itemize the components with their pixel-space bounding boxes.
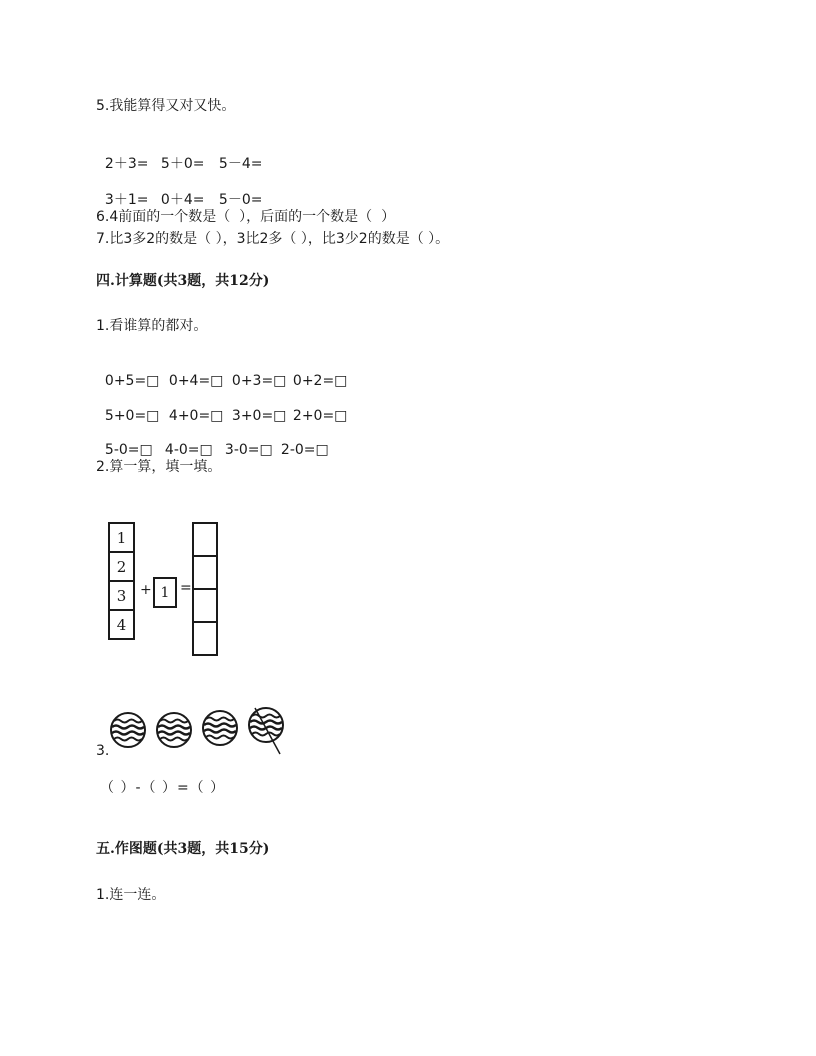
equation: 5+0=□ [104, 408, 160, 424]
calc-q2-title: 2.算一算，填一填。 [96, 459, 222, 475]
watermelon-icon [157, 713, 191, 747]
equation: 0+2=□ [292, 373, 348, 389]
q5-row-1 [96, 137, 262, 173]
equation: 5-0=□ [104, 442, 153, 458]
equation: 0＋4= [160, 192, 205, 208]
watermelon-icon [249, 708, 283, 742]
section-5-heading: 五.作图题(共3题，共15分) [96, 841, 270, 857]
watermelon-icon [111, 713, 145, 747]
equation: 3+0=□ [231, 408, 287, 424]
watermelon-illustration [108, 704, 288, 756]
equation: 4+0=□ [168, 408, 224, 424]
answer-cell [192, 621, 218, 656]
equals-sign: = [180, 580, 192, 596]
equation: 0+4=□ [168, 373, 224, 389]
calc-row-2 [96, 389, 347, 425]
q5-title: 5.我能算得又对又快。 [96, 98, 236, 114]
watermelon-icon [203, 711, 237, 745]
number-cell: 2 [108, 551, 135, 582]
number-cell: 1 [108, 522, 135, 553]
q7-text: 7.比3多2的数是（ ），3比2多（ ），比3少2的数是（ ）。 [96, 231, 450, 247]
equation: 0+5=□ [104, 373, 160, 389]
answer-cell [192, 555, 218, 590]
calc-row-1 [96, 354, 347, 390]
draw-q1-title: 1.连一连。 [96, 887, 166, 903]
q3-expression: （ ）-（ ）=（ ） [100, 780, 226, 796]
calc-q1-title: 1.看谁算的都对。 [96, 318, 208, 334]
number-cell: 4 [108, 609, 135, 640]
addend-box: 1 [153, 577, 177, 608]
equation: 4-0=□ [164, 442, 213, 458]
number-cell: 3 [108, 580, 135, 611]
section-4-heading: 四.计算题(共3题，共12分) [96, 273, 270, 289]
calc-row-3 [96, 423, 329, 459]
equation: 2+0=□ [292, 408, 348, 424]
equation: 5＋0= [160, 156, 205, 172]
equation: 2-0=□ [280, 442, 329, 458]
answer-cell [192, 588, 218, 623]
answer-column [192, 522, 218, 656]
equation: 2＋3= [104, 156, 149, 172]
q6-text: 6.4前面的一个数是（ ），后面的一个数是（ ） [96, 209, 396, 225]
equation: 0+3=□ [231, 373, 287, 389]
q5-row-2 [96, 173, 262, 209]
answer-cell [192, 522, 218, 557]
equation: 3＋1= [104, 192, 149, 208]
equation: 3-0=□ [224, 442, 273, 458]
equation: 5－0= [218, 192, 263, 208]
number-column [108, 522, 135, 640]
equation: 5－4= [218, 156, 263, 172]
plus-sign: + [140, 582, 152, 598]
q3-number: 3. [96, 743, 110, 759]
